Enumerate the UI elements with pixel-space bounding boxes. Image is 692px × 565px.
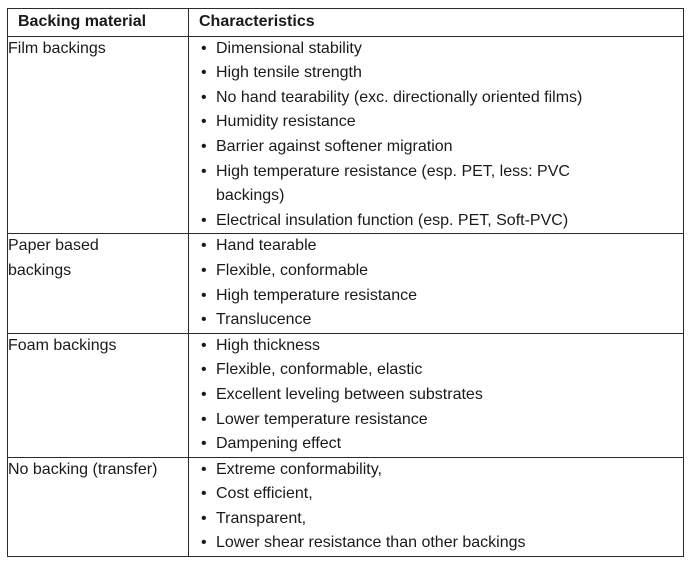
table-row-foam-backings — [8, 333, 684, 457]
backing-material-table — [7, 8, 684, 557]
characteristics-list — [189, 234, 683, 332]
list-item: • No hand tearability (exc. directionally oriented films) — [189, 86, 683, 111]
list-item: • Humidity resistance — [189, 110, 683, 135]
table-row-film-backings — [8, 36, 684, 234]
table-row-paper-based-backings — [8, 234, 684, 333]
material-cell: Film backings — [8, 36, 189, 234]
list-item: • Excellent leveling between substrates — [189, 383, 683, 408]
list-item: • Hand tearable — [189, 234, 683, 259]
list-item: • Cost efficient, — [189, 482, 683, 507]
list-item: • High temperature resistance — [189, 284, 683, 309]
list-item: • Extreme conformability, — [189, 458, 683, 483]
material-cell: Foam backings — [8, 333, 189, 457]
characteristics-list — [189, 37, 683, 234]
list-item: • High temperature resistance (esp. PET, less: PVC backings) — [189, 160, 576, 209]
list-item: • Transparent, — [189, 507, 683, 532]
list-item: • Lower shear resistance than other backings — [189, 531, 683, 556]
list-item: • High tensile strength — [189, 61, 683, 86]
characteristics-cell — [189, 234, 684, 333]
material-cell — [8, 234, 189, 333]
header-backing-material: Backing material — [8, 9, 189, 37]
characteristics-cell — [189, 333, 684, 457]
list-item: • Lower temperature resistance — [189, 408, 683, 433]
material-label: Paper based backings — [8, 237, 99, 279]
list-item: • Barrier against softener migration — [189, 135, 683, 160]
list-item: • Electrical insulation function (esp. PET, Soft-PVC) — [189, 209, 683, 234]
characteristics-list — [189, 334, 683, 457]
header-characteristics: Characteristics — [189, 9, 684, 37]
list-item: • High thickness — [189, 334, 683, 359]
characteristics-list — [189, 458, 683, 556]
list-item: • Flexible, conformable — [189, 259, 683, 284]
characteristics-cell — [189, 457, 684, 556]
list-item: • Dimensional stability — [189, 37, 683, 62]
list-item: • Flexible, conformable, elastic — [189, 358, 683, 383]
table-row-no-backing — [8, 457, 684, 556]
list-item: • Translucence — [189, 308, 683, 333]
material-cell: No backing (transfer) — [8, 457, 189, 556]
characteristics-cell — [189, 36, 684, 234]
list-item: • Dampening effect — [189, 432, 683, 457]
header-row — [8, 9, 684, 37]
